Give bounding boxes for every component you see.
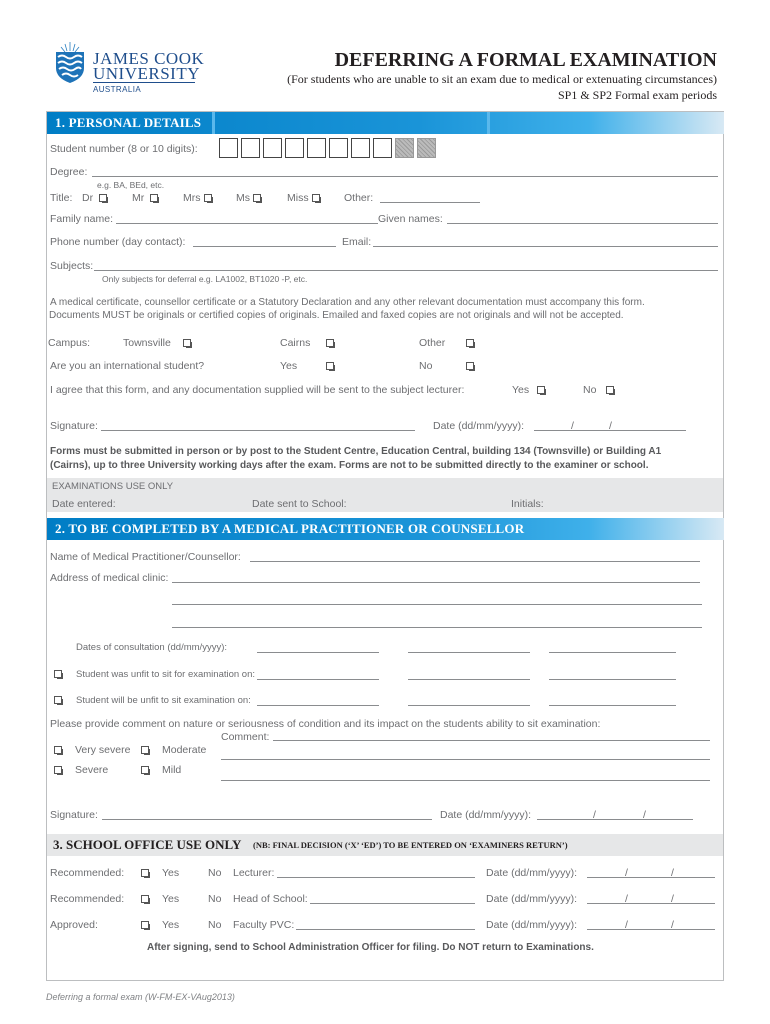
footer-form-code: Deferring a formal exam (W-FM-EX-VAug2013) — [46, 992, 235, 1002]
faculty-pvc-label: Faculty PVC: — [233, 919, 295, 931]
hos-no-label: No — [208, 893, 222, 905]
practitioner-date-label: Date (dd/mm/yyyy): — [440, 809, 532, 821]
student-signature-label: Signature: — [50, 420, 98, 432]
consultation-dates-label: Dates of consultation (dd/mm/yyyy): — [76, 642, 227, 653]
campus-other-label: Other — [419, 337, 446, 349]
checkbox-mrs[interactable] — [204, 194, 212, 202]
checkbox-cairns[interactable] — [326, 339, 334, 347]
digit-box[interactable] — [219, 138, 238, 158]
severity-very-severe: Very severe — [75, 744, 131, 756]
checkbox-campus-other[interactable] — [466, 339, 474, 347]
lecturer-field[interactable] — [277, 877, 475, 878]
submission-note-2: (Cairns), up to three University working days after the exam. Forms are not to be submitted directly to the examiner or school. — [50, 460, 649, 471]
logo-emblem-icon — [52, 38, 88, 84]
digit-box[interactable] — [351, 138, 370, 158]
clinic-address-field-3[interactable] — [172, 627, 702, 628]
examinations-use-panel — [47, 478, 723, 512]
digit-box[interactable] — [241, 138, 260, 158]
comment-field-3[interactable] — [221, 780, 710, 781]
will-be-unfit-date-1[interactable] — [257, 705, 379, 706]
international-no-label: No — [419, 360, 433, 372]
severity-severe: Severe — [75, 764, 109, 776]
digit-box[interactable] — [373, 138, 392, 158]
severity-moderate: Moderate — [162, 744, 207, 756]
clinic-address-field-2[interactable] — [172, 604, 702, 605]
faculty-pvc-field[interactable] — [296, 929, 475, 930]
practitioner-signature-label: Signature: — [50, 809, 98, 821]
was-unfit-label: Student was unfit to sit for examination on: — [76, 669, 256, 680]
checkbox-will-be-unfit[interactable] — [54, 696, 62, 704]
consultation-date-2[interactable] — [408, 652, 530, 653]
email-field[interactable] — [373, 246, 718, 247]
comment-label: Comment: — [221, 731, 270, 743]
consultation-date-1[interactable] — [257, 652, 379, 653]
digit-box[interactable] — [263, 138, 282, 158]
checkbox-miss[interactable] — [312, 194, 320, 202]
checkbox-ms[interactable] — [253, 194, 261, 202]
hos-date-field[interactable] — [587, 903, 715, 904]
subjects-label: Subjects: — [50, 260, 94, 272]
hos-yes-label: Yes — [162, 893, 180, 905]
title-label: Title: — [50, 192, 73, 204]
agree-no-label: No — [583, 384, 597, 396]
student-signature-field[interactable] — [101, 430, 415, 431]
will-be-unfit-label: Student will be unfit to sit examination on: — [76, 695, 251, 706]
checkbox-very-severe[interactable] — [54, 746, 62, 754]
logo-line-1: JAMES COOK — [93, 49, 205, 68]
section-3-note: (NB: FINAL DECISION (‘X’ ‘ED’) TO BE ENTERED ON ‘EXAMINERS RETURN’) — [253, 840, 568, 850]
clinic-address-label: Address of medical clinic: — [50, 572, 169, 584]
severity-mild: Mild — [162, 764, 182, 776]
digit-box-optional[interactable] — [395, 138, 414, 158]
agree-label: I agree that this form, and any documentation supplied will be sent to the subject lecturer: — [50, 384, 465, 396]
was-unfit-date-1[interactable] — [257, 679, 379, 680]
checkbox-international-no[interactable] — [466, 362, 474, 370]
final-instruction: After signing, send to School Administration Officer for filing. Do NOT return to Examinations. — [147, 942, 594, 953]
title-option-mr: Mr — [132, 192, 145, 204]
checkbox-agree-yes[interactable] — [537, 386, 545, 394]
practitioner-name-label: Name of Medical Practitioner/Counsellor: — [50, 551, 241, 563]
practitioner-date-field[interactable] — [537, 819, 693, 820]
campus-cairns-label: Cairns — [280, 337, 311, 349]
section-3-header — [47, 834, 723, 856]
form-subtitle: (For students who are unable to sit an exam due to medical or extenuating circumstances) — [287, 72, 717, 86]
title-option-dr: Dr — [82, 192, 94, 204]
student-date-label: Date (dd/mm/yyyy): — [433, 420, 525, 432]
documentation-note-1: A medical certificate, counsellor certificate or a Statutory Declaration and any other relevant documentation must accompany this form. — [50, 297, 645, 308]
digit-box[interactable] — [285, 138, 304, 158]
checkbox-mild[interactable] — [141, 766, 149, 774]
checkbox-townsville[interactable] — [183, 339, 191, 347]
checkbox-was-unfit[interactable] — [54, 670, 62, 678]
pvc-date-label: Date (dd/mm/yyyy): — [486, 919, 578, 931]
family-name-field[interactable] — [116, 223, 378, 224]
section-3-title: 3. SCHOOL OFFICE USE ONLY — [53, 837, 242, 852]
exam-use-title: EXAMINATIONS USE ONLY — [52, 481, 174, 492]
head-of-school-field[interactable] — [310, 903, 475, 904]
consultation-date-3[interactable] — [549, 652, 676, 653]
international-yes-label: Yes — [280, 360, 298, 372]
was-unfit-date-3[interactable] — [549, 679, 676, 680]
lecturer-date-field[interactable] — [587, 877, 715, 878]
title-other-label: Other: — [344, 192, 374, 204]
comment-field-1[interactable] — [273, 740, 710, 741]
digit-box[interactable] — [307, 138, 326, 158]
section-2-title: 2. TO BE COMPLETED BY A MEDICAL PRACTITIONER OR COUNSELLOR — [55, 521, 525, 536]
international-label: Are you an international student? — [50, 360, 205, 372]
subjects-hint: Only subjects for deferral e.g. LA1002, BT1020 -P, etc. — [102, 274, 308, 284]
was-unfit-date-2[interactable] — [408, 679, 530, 680]
agree-yes-label: Yes — [512, 384, 530, 396]
recommended-label: Recommended: — [50, 867, 125, 879]
section-1-title: 1. PERSONAL DETAILS — [55, 115, 202, 130]
comment-field-2[interactable] — [221, 759, 710, 760]
lecturer-yes-label: Yes — [162, 867, 180, 879]
section-1-header — [47, 112, 724, 134]
checkbox-hos-yes[interactable] — [141, 895, 149, 903]
practitioner-name-field[interactable] — [250, 561, 700, 562]
lecturer-date-label: Date (dd/mm/yyyy): — [486, 867, 578, 879]
title-option-mrs: Mrs — [183, 192, 201, 204]
practitioner-signature-field[interactable] — [102, 819, 432, 820]
documentation-note-2: Documents MUST be originals or certified copies of originals. Emailed and faxed copies are not originals and will not be accepted. — [49, 310, 624, 321]
form-title: DEFERRING A FORMAL EXAMINATION — [334, 49, 717, 71]
checkbox-international-yes[interactable] — [326, 362, 334, 370]
degree-hint: e.g. BA, BEd, etc. — [97, 180, 165, 190]
lecturer-label: Lecturer: — [233, 867, 275, 879]
checkbox-dr[interactable] — [99, 194, 107, 202]
pvc-date-field[interactable] — [587, 929, 715, 930]
email-label: Email: — [342, 236, 372, 248]
comment-prompt: Please provide comment on nature or seriousness of condition and its impact on the students ability to sit examination: — [50, 718, 601, 730]
phone-label: Phone number (day contact): — [50, 236, 186, 248]
given-names-field[interactable] — [447, 223, 718, 224]
pvc-yes-label: Yes — [162, 919, 180, 931]
submission-note-1: Forms must be submitted in person or by post to the Student Centre, Education Central, building 134 (Townsville) or Building A1 — [50, 446, 662, 457]
subjects-field[interactable] — [94, 270, 718, 271]
title-other-field[interactable] — [380, 202, 480, 203]
title-option-miss: Miss — [287, 192, 309, 204]
student-number-label: Student number (8 or 10 digits): — [50, 143, 198, 155]
hos-date-label: Date (dd/mm/yyyy): — [486, 893, 578, 905]
initials-label: Initials: — [511, 498, 544, 510]
exam-periods: SP1 & SP2 Formal exam periods — [557, 88, 717, 102]
approved-label: Approved: — [50, 919, 98, 931]
campus-townsville-label: Townsville — [123, 337, 171, 349]
title-option-ms: Ms — [236, 192, 250, 204]
checkbox-moderate[interactable] — [141, 746, 149, 754]
phone-field[interactable] — [193, 246, 336, 247]
checkbox-mr[interactable] — [150, 194, 158, 202]
digit-box[interactable] — [329, 138, 348, 158]
checkbox-pvc-yes[interactable] — [141, 921, 149, 929]
family-name-label: Family name: — [50, 213, 114, 225]
section-2-header — [47, 518, 724, 540]
will-be-unfit-date-2[interactable] — [408, 705, 530, 706]
checkbox-lecturer-yes[interactable] — [141, 869, 149, 877]
degree-field[interactable] — [92, 176, 718, 177]
digit-box-optional[interactable] — [417, 138, 436, 158]
will-be-unfit-date-3[interactable] — [549, 705, 676, 706]
head-of-school-label: Head of School: — [233, 893, 308, 905]
clinic-address-field-1[interactable] — [172, 582, 700, 583]
logo-line-3: AUSTRALIA — [93, 85, 142, 94]
date-sent-label: Date sent to School: — [252, 498, 347, 510]
checkbox-agree-no[interactable] — [606, 386, 614, 394]
given-names-label: Given names: — [378, 213, 443, 225]
degree-label: Degree: — [50, 166, 88, 178]
pvc-no-label: No — [208, 919, 222, 931]
checkbox-severe[interactable] — [54, 766, 62, 774]
logo-line-2: UNIVERSITY — [93, 64, 200, 83]
date-entered-label: Date entered: — [52, 498, 116, 510]
lecturer-no-label: No — [208, 867, 222, 879]
recommended-hos-label: Recommended: — [50, 893, 125, 905]
campus-label: Campus: — [48, 337, 91, 349]
